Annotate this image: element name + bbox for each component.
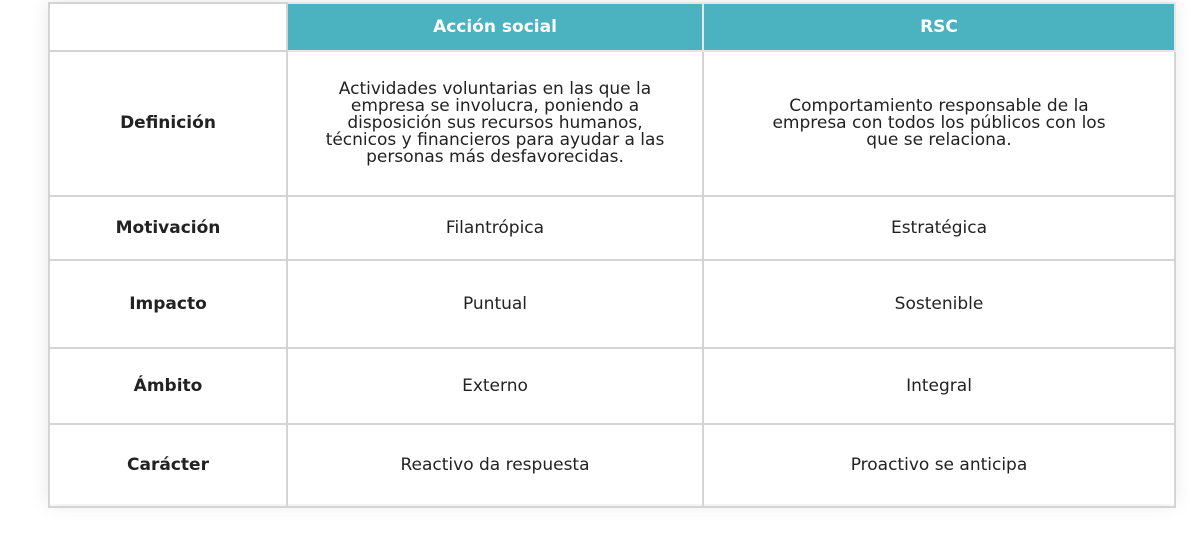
table-row-caracter [49,424,1175,507]
header-accion-social: Acción social [287,3,703,51]
row-label-definicion: Definición [49,51,287,196]
cell-rsc-impacto: Sostenible [703,260,1175,348]
cell-rsc-motivacion: Estratégica [703,196,1175,260]
table-row-definicion [49,51,1175,196]
row-label-motivacion: Motivación [49,196,287,260]
cell-accion-ambito: Externo [287,348,703,424]
comparison-table-container [48,2,1174,504]
cell-rsc-definicion: Comportamiento responsable de la empresa con todos los públicos con los que se relaciona. [703,51,1175,196]
cell-accion-impacto: Puntual [287,260,703,348]
table-row-impacto [49,260,1175,348]
cell-rsc-ambito: Integral [703,348,1175,424]
cell-accion-caracter: Reactivo da respuesta [287,424,703,507]
row-label-caracter: Carácter [49,424,287,507]
header-corner-cell [49,3,287,51]
row-label-ambito: Ámbito [49,348,287,424]
table-row-ambito [49,348,1175,424]
row-label-impacto: Impacto [49,260,287,348]
cell-rsc-caracter: Proactivo se anticipa [703,424,1175,507]
cell-accion-motivacion: Filantrópica [287,196,703,260]
cell-accion-definicion: Actividades voluntarias en las que la empresa se involucra, poniendo a disposición sus recursos humanos, técnicos y financieros para ayudar a las personas más desfavorecidas. [287,51,703,196]
table-row-motivacion [49,196,1175,260]
header-row [49,3,1175,51]
header-rsc: RSC [703,3,1175,51]
comparison-table [48,2,1176,508]
